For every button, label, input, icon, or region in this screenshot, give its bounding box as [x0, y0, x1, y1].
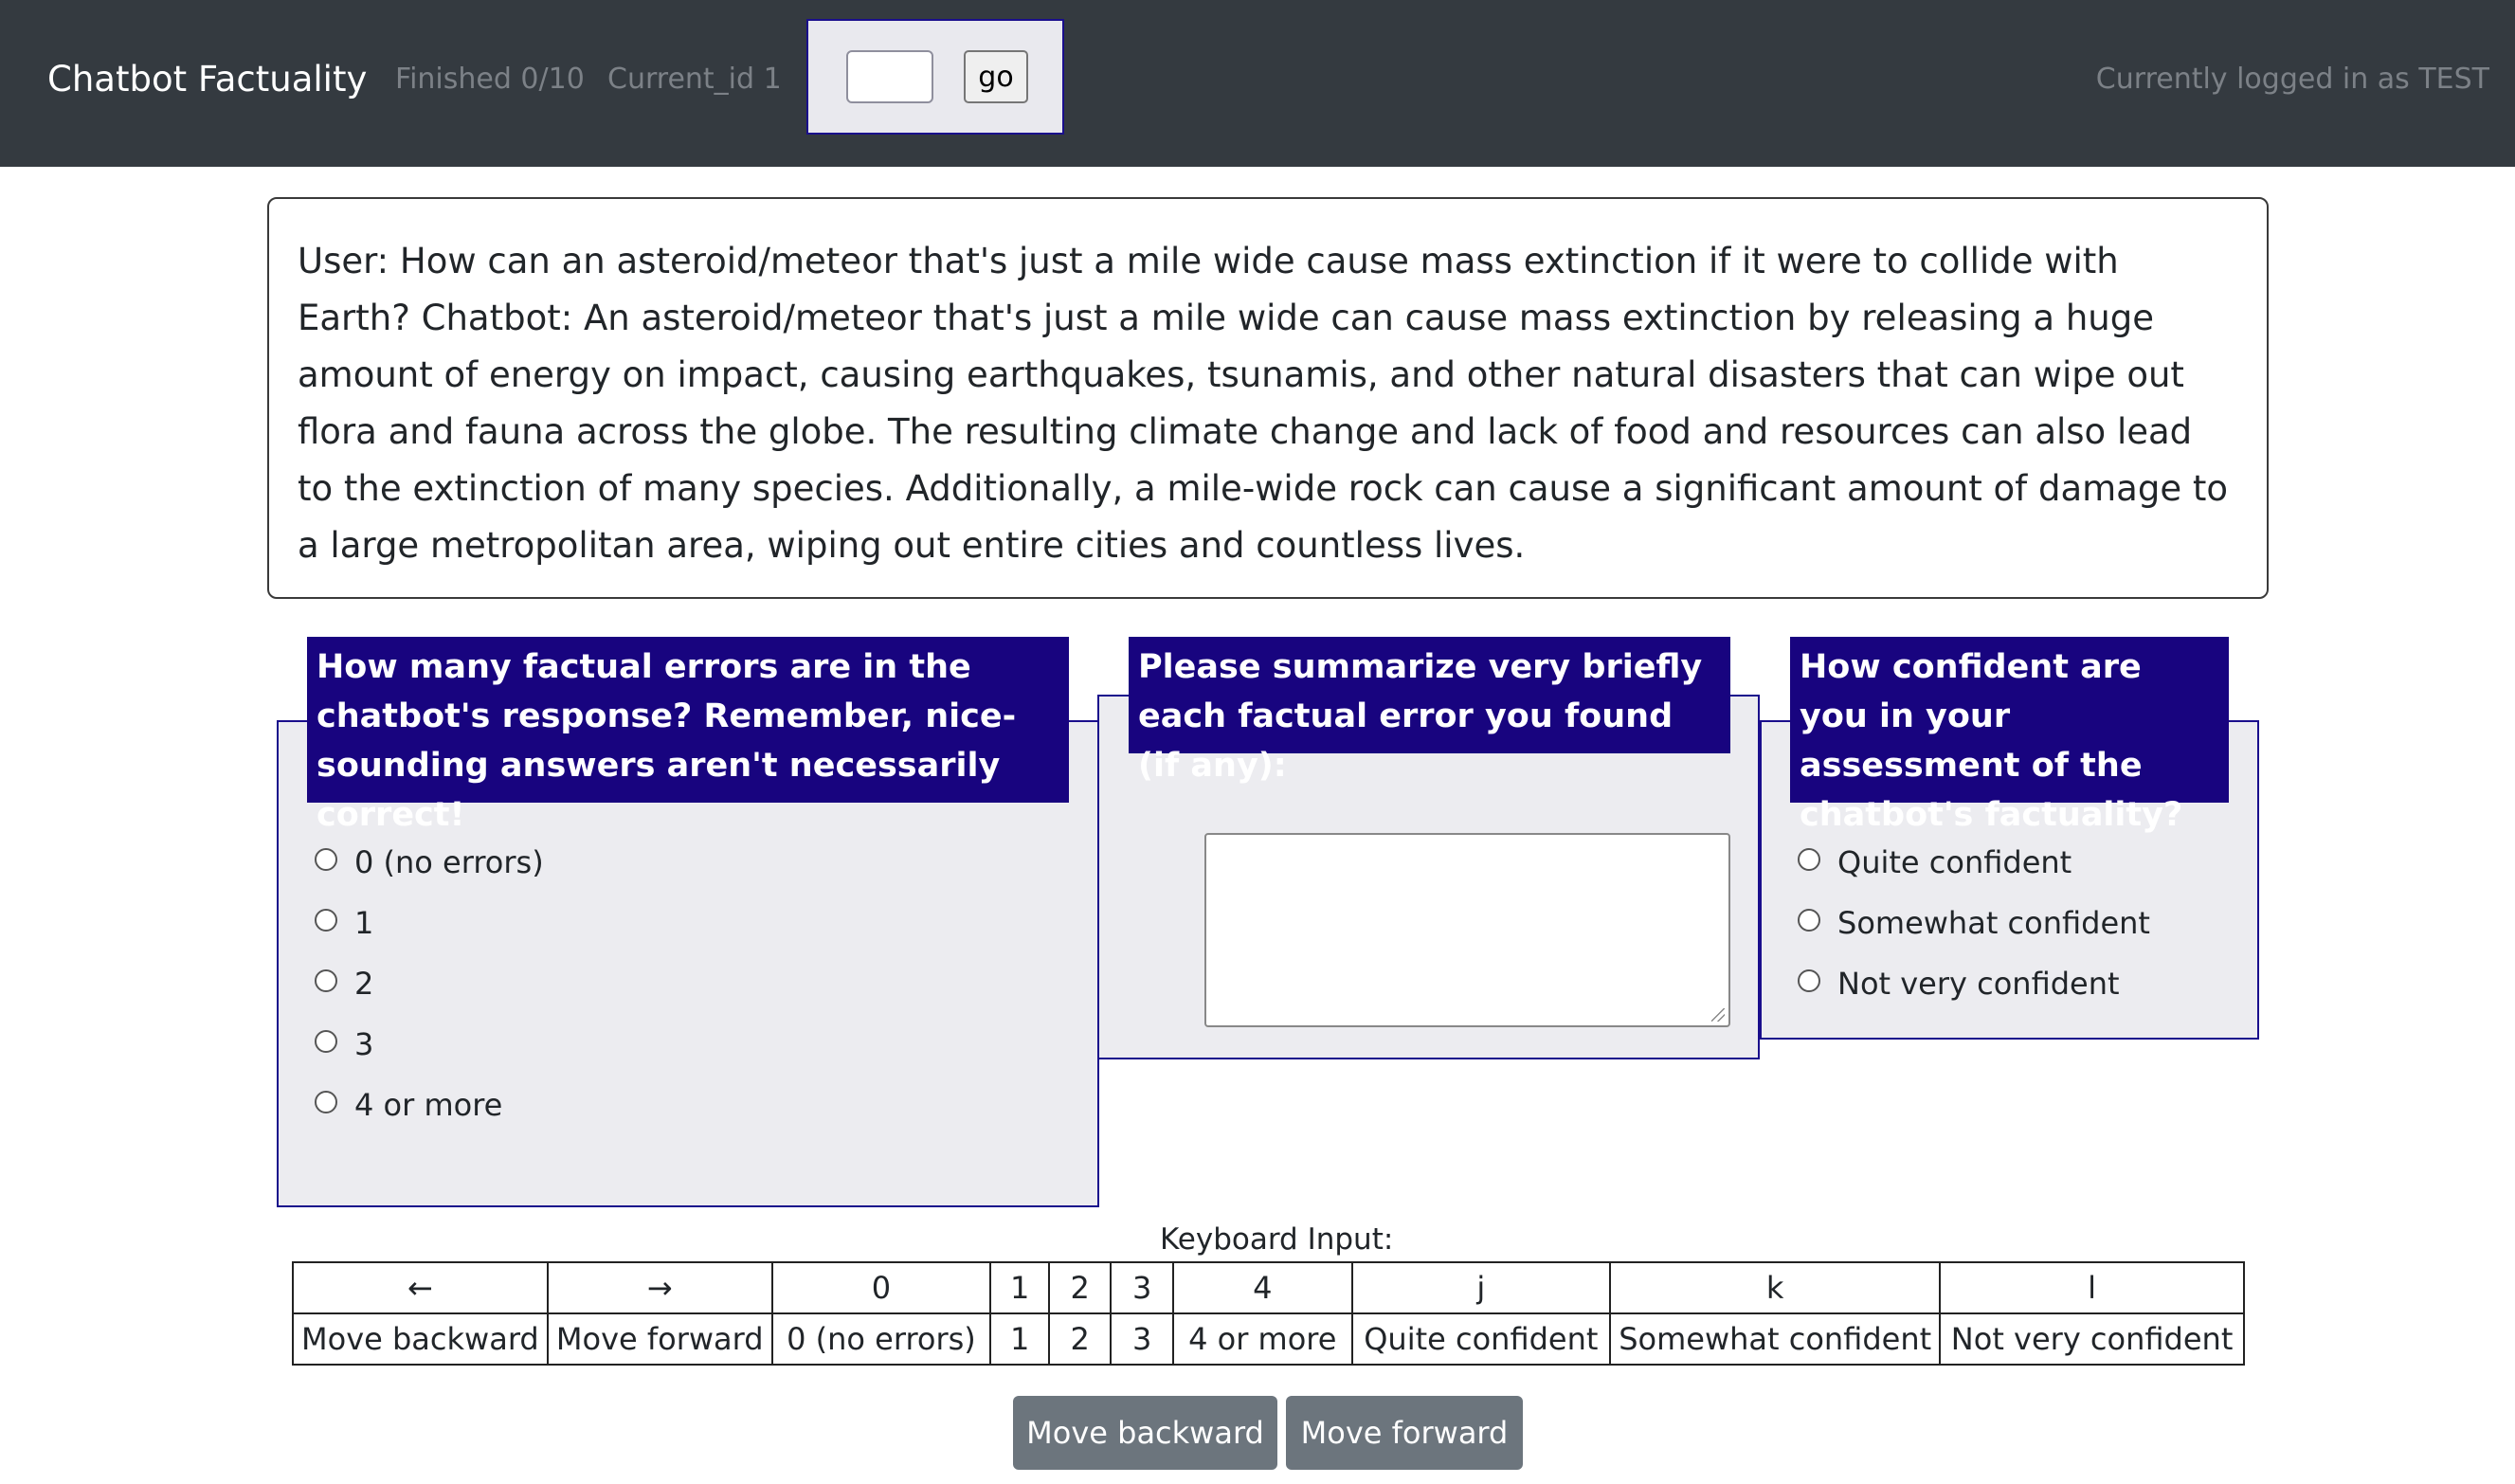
option-label: 3 — [354, 1026, 374, 1062]
resize-handle-icon[interactable] — [1711, 1008, 1725, 1022]
errors-option-1[interactable] — [315, 902, 373, 944]
radio-button[interactable] — [1798, 969, 1820, 992]
shortcut-key: 3 — [1111, 1262, 1173, 1313]
shortcut-key: 0 — [772, 1262, 990, 1313]
option-label: 4 or more — [354, 1087, 503, 1123]
shortcut-action: 4 or more — [1173, 1313, 1351, 1365]
shortcut-key: 1 — [990, 1262, 1049, 1313]
jump-to-id-form — [806, 19, 1064, 135]
option-label: 0 (no errors) — [354, 844, 544, 880]
conversation-box — [267, 197, 2269, 599]
shortcut-action: Somewhat confident — [1610, 1313, 1940, 1365]
radio-button[interactable] — [315, 848, 337, 871]
keyboard-input-label: Keyboard Input: — [1160, 1222, 1394, 1257]
option-label: Somewhat confident — [1837, 905, 2150, 941]
confidence-option-quite[interactable] — [1798, 842, 2072, 883]
keyboard-shortcut-table — [292, 1261, 2245, 1366]
radio-button[interactable] — [315, 1030, 337, 1053]
radio-button[interactable] — [1798, 909, 1820, 932]
shortcut-action: Quite confident — [1352, 1313, 1611, 1365]
option-label: Not very confident — [1837, 966, 2120, 1002]
shortcut-key: → — [548, 1262, 772, 1313]
move-backward-button[interactable]: Move backward — [1013, 1396, 1277, 1470]
option-label: 2 — [354, 966, 374, 1002]
summary-question-heading: Please summarize very briefly each factual error you found (if any): — [1129, 637, 1730, 753]
finished-counter: Finished 0/10 — [395, 63, 585, 96]
top-navbar — [0, 0, 2515, 167]
shortcut-actions-row — [293, 1313, 2244, 1365]
confidence-option-somewhat[interactable] — [1798, 902, 2150, 944]
shortcut-action: Move forward — [548, 1313, 772, 1365]
shortcut-key: k — [1610, 1262, 1940, 1313]
errors-option-4[interactable] — [315, 1084, 502, 1126]
option-label: 1 — [354, 905, 374, 941]
shortcut-action: 2 — [1049, 1313, 1111, 1365]
shortcut-action: 1 — [990, 1313, 1049, 1365]
errors-option-3[interactable] — [315, 1023, 373, 1065]
shortcut-key: 4 — [1173, 1262, 1351, 1313]
shortcut-key: j — [1352, 1262, 1611, 1313]
shortcut-action: Move backward — [293, 1313, 548, 1365]
radio-button[interactable] — [315, 909, 337, 932]
shortcut-keys-row — [293, 1262, 2244, 1313]
shortcut-action: 0 (no errors) — [772, 1313, 990, 1365]
shortcut-key: ← — [293, 1262, 548, 1313]
errors-question-heading: How many factual errors are in the chatbot's response? Remember, nice-sounding answers aren't necessarily correct! — [307, 637, 1069, 803]
app-brand[interactable]: Chatbot Factuality — [47, 59, 368, 100]
shortcut-key: l — [1940, 1262, 2244, 1313]
confidence-question-heading: How confident are you in your assessment of the chatbot's factuality? — [1790, 637, 2229, 803]
summary-textarea[interactable] — [1204, 833, 1730, 1027]
conversation-text: User: How can an asteroid/meteor that's just a mile wide cause mass extinction if it were to collide with Earth? Chatbot: An asteroid/meteor that's just a mile wide can cause mass extinction by releasing a huge amount of energy on impact, causing earthquakes, tsunamis, and other natural disasters that can wipe out flora and fauna across the globe. The resulting climate change and lack of food and resources can also lead to the extinction of many species. Additionally, a mile-wide rock can cause a significant amount of damage to a large metropolitan area, wiping out entire cities and countless lives. — [298, 241, 2229, 566]
login-status: Currently logged in as TEST — [2095, 63, 2489, 96]
current-id-label: Current_id 1 — [607, 63, 782, 96]
id-input[interactable] — [846, 50, 933, 103]
option-label: Quite confident — [1837, 844, 2072, 880]
radio-button[interactable] — [315, 969, 337, 992]
shortcut-action: Not very confident — [1940, 1313, 2244, 1365]
errors-option-2[interactable] — [315, 963, 373, 1004]
shortcut-key: 2 — [1049, 1262, 1111, 1313]
move-forward-button[interactable]: Move forward — [1286, 1396, 1523, 1470]
shortcut-action: 3 — [1111, 1313, 1173, 1365]
radio-button[interactable] — [315, 1091, 337, 1113]
go-button[interactable]: go — [964, 50, 1028, 103]
confidence-option-not-very[interactable] — [1798, 963, 2120, 1004]
radio-button[interactable] — [1798, 848, 1820, 871]
errors-option-0[interactable] — [315, 842, 544, 883]
